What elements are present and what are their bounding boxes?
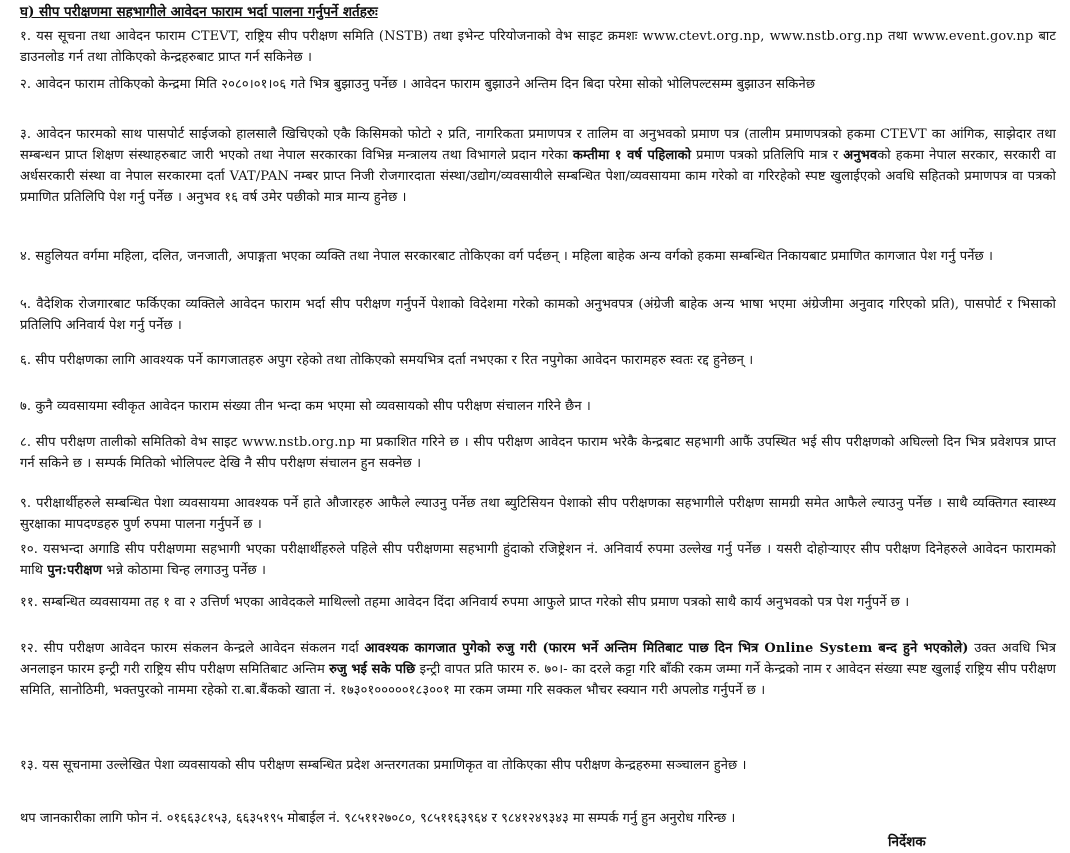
list-item-13: [20, 755, 1056, 776]
item-emphasis: आवश्यक कागजात पुगेको रुजु गरी (फारम भर्ने अन्तिम मितिबाट पाछ दिन भित्र Online System बन्द हुने भएकोले): [364, 641, 969, 656]
list-item-9: [20, 493, 1056, 535]
item-number: ३.: [20, 127, 32, 142]
item-emphasis: पुन:परीक्षण: [47, 563, 103, 578]
item-emphasis: रुजु भई सके पछि: [329, 662, 416, 677]
item-number: १३.: [20, 758, 38, 773]
item-number: ८.: [20, 435, 32, 450]
item-text: को हकमा नेपाल सरकार, सरकारी वा अर्धसरकारी संस्था वा नेपाल सरकारमा दर्ता VAT/PAN नम्बर प्राप्त निजी रोजगारदाता संस्था/उद्योग/व्यवसायीले सम्बन्धित पेशा/व्यवसायमा काम गरेको वा गरिरहेको स्पष्ट खुलाईएको अवधि सहितको प्रमाणपत्र वा पत्रको प्रमाणित प्रतिलिपि पेश गर्नु पर्नेछ । अनुभव १६ वर्ष उमेर पछीको मात्र मान्य हुनेछ ।: [20, 148, 1056, 205]
contact-footer: थप जानकारीका लागि फोन नं. ०१६६३८१५३, ६६३५१९५ मोबाईल नं. ९८५११२७०८०, ९८५११६३९६४ र ९८४१२४९३४३ मा सम्पर्क गर्नु हुन अनुरोध गरिन्छ ।: [20, 811, 736, 826]
item-text: यसभन्दा अगाडि सीप परीक्षणमा सहभागी भएका परीक्षार्थीहरुले पहिले सीप परीक्षणमा सहभागी हुंदाको रजिष्ट्रेशन नं. अनिवार्य रुपमा उल्लेख गर्नु पर्नेछ । यसरी दोहोऱ्याएर सीप परीक्षण दिनेहरुले आवेदन फारामको माथि: [20, 542, 1056, 578]
item-text: सीप परीक्षण तालीकाे समितिको वेभ साइट www.nstb.org.np मा प्रकाशित गरिने छ । सीप परीक्षण आवेदन फाराम भरेकै केन्द्रबाट सहभागी आफैं उपस्थित भई सीप परीक्षणको अघिल्लो दिन भित्र प्रवेशपत्र प्राप्त गर्न सकिने छ । सम्पर्क मितिको भोलिपल्ट देखि नै सीप परीक्षण संचालन हुन सक्नेछ ।: [20, 435, 1057, 471]
item-number: ४.: [20, 249, 32, 264]
item-number: १.: [20, 29, 32, 44]
item-text: प्रमाण पत्रको प्रतिलिपि मात्र र: [691, 148, 844, 163]
item-text: भन्ने कोठामा चिन्ह लगाउनु पर्नेछ ।: [102, 563, 266, 578]
list-item-4: [20, 246, 1056, 267]
item-text: सीप परीक्षणका लागि आवश्यक पर्ने कागजातहरु अपुग रहेको तथा तोकिएको समयभित्र दर्ता नभएका र रित नपुगेका आवेदन फारामहरु स्वतः रद्द हुनेछन् ।: [35, 353, 754, 368]
item-number: ५.: [20, 297, 32, 312]
item-text: उक्त अवधि भित्र अनलाइन फारम इन्ट्री गरी राष्ट्रिय सीप परीक्षण समितिबाट अन्तिम: [20, 641, 1057, 677]
item-number: २.: [20, 77, 32, 92]
item-text: इन्ट्री वापत प्रति फारम रु. ७०।- का दरले कट्टा गरि बाँकी रकम जम्मा गर्ने केन्द्रको नाम र आवेदन संख्या स्पष्ट खुलाई राष्ट्रिय सीप परीक्षण समिति, सानोठिमी, भक्तपुरको नाममा रहेको रा.बा.बैंकको खाता नं. १७३०१०००००१८३००१ मा रकम जम्मा गरि सक्कल भौचर स्क्यान गरी अपलोड गर्नुपर्ने छ ।: [20, 662, 1056, 698]
item-number: १२.: [20, 641, 38, 656]
list-item-6: [20, 350, 1056, 371]
item-text: आवेदन फारमको साथ पासपोर्ट साईजको हालसालै खिचिएको एकै किसिमको फोटो २ प्रति, नागरिकता प्रमाणपत्र र तालिम वा अनुभवको प्रमाण पत्र (तालीम प्रमाणपत्रको हकमा CTEVT का आंगिक, साझेदार तथा सम्बन्धन प्राप्त शिक्षण संस्थाहरुबाट जारी भएको तथा नेपाल सरकारका विभिन्न मन्त्रालय तथा विभागले प्रदान गरेका: [20, 127, 1056, 163]
item-number: ६.: [20, 353, 32, 368]
section-heading: घ) सीप परीक्षणमा सहभागीले आवेदन फाराम भर्दा पालना गर्नुपर्ने शर्तहरुः: [20, 4, 378, 20]
item-text: वैदेशिक रोजगारबाट फर्किएका व्यक्तिले आवेदन फाराम भर्दा सीप परीक्षण गर्नुपर्ने पेशाको विदेशमा गरेको कामको अनुभवपत्र (अंग्रेजी बाहेक अन्य भाषा भएमा अंग्रेजीमा अनुवाद गरिएको प्रति), पासपोर्ट र भिसाको प्रतिलिपि अनिवार्य पेश गर्नु पर्नेछ ।: [20, 297, 1056, 333]
list-item-7: [20, 396, 1056, 417]
item-text: सहुलियत वर्गमा महिला, दलित, जनजाती, अपाङ्गता भएका व्यक्ति तथा नेपाल सरकारबाट तोकिएका वर्ग पर्दछन् । महिला बाहेक अन्य वर्गको हकमा सम्बन्धित निकायबाट प्रमाणित कागजात पेश गर्नु पर्नेछ ।: [35, 249, 993, 264]
item-text: कुनै व्यवसायमा स्वीकृत आवेदन फाराम संख्या तीन भन्दा कम भएमा सो व्यवसायको सीप परीक्षण संचालन गरिने छैन ।: [35, 399, 591, 414]
list-item-11: [20, 592, 1056, 613]
item-number: ११.: [20, 595, 38, 610]
list-item-1: [20, 26, 1056, 68]
signature-title: निर्देशक: [888, 834, 926, 850]
list-item-10: [20, 539, 1056, 581]
item-text: यस सूचना तथा आवेदन फाराम CTEVT, राष्ट्रिय सीप परीक्षण समिति (NSTB) तथा इभेन्ट परियोजनाको वेभ साइट क्रमशः www.ctevt.org.np, www.nstb.org.np तथा www.event.gov.np बाट डाउनलोड गर्न तथा तोकिएको केन्द्रहरुबाट प्राप्त गर्न सकिनेछ ।: [20, 29, 1056, 65]
list-item-3: [20, 124, 1056, 208]
item-emphasis: कम्तीमा १ वर्ष पहिलाको: [572, 148, 692, 163]
item-text: सम्बन्धित व्यवसायमा तह १ वा २ उत्तिर्ण भएका आवेदकले माथिल्लो तहमा आवेदन दिंदा अनिवार्य रुपमा आफुले प्राप्त गरेको सीप प्रमाण पत्रको साथै कार्य अनुभवको पत्र पेश गर्नुपर्ने छ ।: [42, 595, 910, 610]
item-number: ९.: [20, 496, 32, 511]
item-text: परीक्षार्थीहरुले सम्बन्धित पेशा व्यवसायमा आवश्यक पर्ने हाते औजारहरु आफैले ल्याउनु पर्नेछ तथा ब्युटिसियन पेशाको सीप परीक्षणका सहभागीले परीक्षण सामग्री समेत आफैले ल्याउनु पर्नेछ । साथै व्यक्तिगत स्वास्थ्य सुरक्षाका मापदण्डहरु पुर्ण रुपमा पालना गर्नुपर्ने छ ।: [20, 496, 1057, 532]
list-item-8: [20, 432, 1056, 474]
item-text: सीप परीक्षण आवेदन फारम संकलन केन्द्रले आवेदन संकलन गर्दा: [43, 641, 365, 656]
list-item-5: [20, 294, 1056, 336]
item-text: आवेदन फाराम तोकिएको केन्द्रमा मिति २०८०।०१।०६ गते भित्र बुझाउनु पर्नेछ । आवेदन फाराम बुझाउने अन्तिम दिन बिदा परेमा सोको भोलिपल्टसम्म बुझाउन सकिनेछ: [35, 77, 816, 92]
item-emphasis: अनुभव: [843, 148, 878, 163]
item-number: १०.: [20, 542, 38, 557]
list-item-2: [20, 74, 1056, 95]
item-number: ७.: [20, 399, 32, 414]
list-item-12: [20, 638, 1056, 701]
item-text: यस सूचनामा उल्लेखित पेशा व्यवसायको सीप परीक्षण सम्बन्धित प्रदेश अन्तरगतका प्रमाणिकृत वा तोकिएका सीप परीक्षण केन्द्रहरुमा सञ्चालन हुनेछ ।: [42, 758, 747, 773]
